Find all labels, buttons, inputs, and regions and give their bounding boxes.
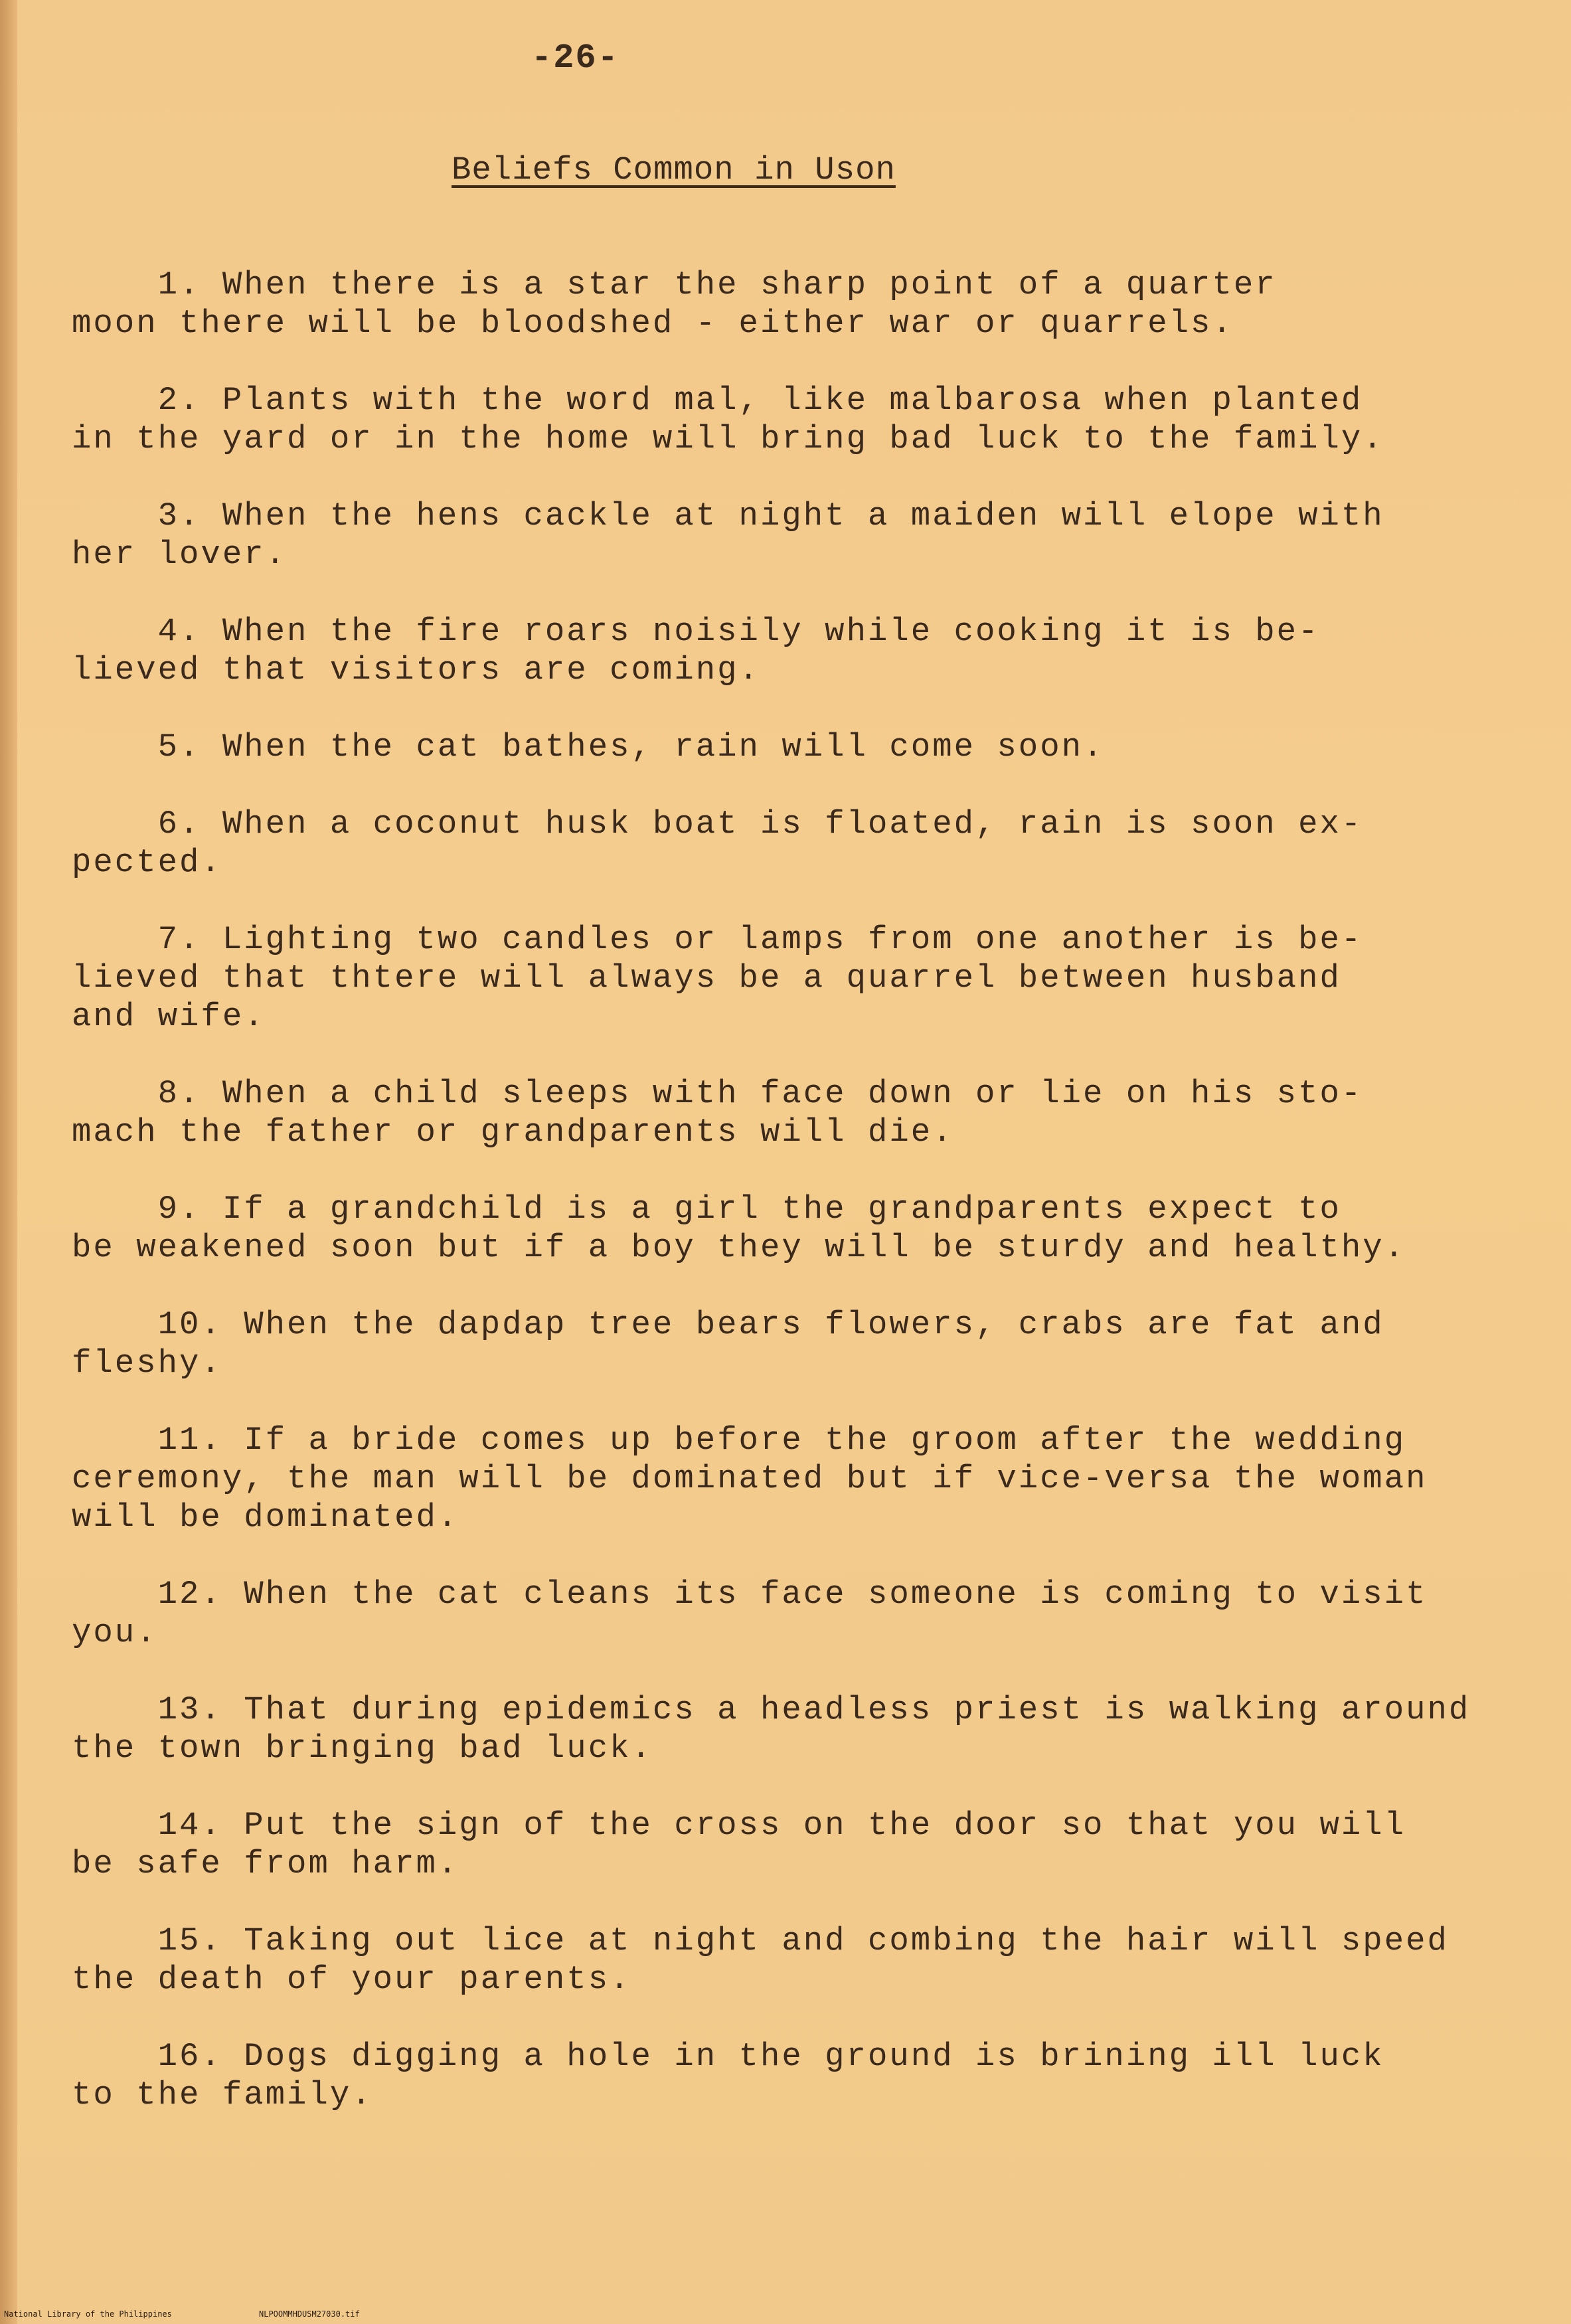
- list-item: 13. That during epidemics a headless priest is walking around the town bringing bad luck.: [72, 1691, 1471, 1767]
- list-item: 12. When the cat cleans its face someone is coming to visit you.: [72, 1576, 1428, 1651]
- list-item: 16. Dogs digging a hole in the ground is brining ill luck to the family.: [72, 2038, 1384, 2114]
- list-item: 6. When a coconut husk boat is floated, rain is soon ex- pected.: [72, 805, 1363, 881]
- beliefs-list: [72, 266, 1532, 2153]
- page-number: -26-: [531, 39, 620, 78]
- list-item: 3. When the hens cackle at night a maiden will elope with her lover.: [72, 497, 1384, 573]
- list-item: 4. When the fire roars noisily while cooking it is be- lieved that visitors are coming.: [72, 613, 1320, 689]
- list-item: 7. Lighting two candles or lamps from one another is be- lieved that thtere will always be a quarrel between husband and wife.: [72, 921, 1363, 1035]
- list-item: 10. When the dapdap tree bears flowers, crabs are fat and fleshy.: [72, 1306, 1384, 1382]
- list-item: 2. Plants with the word mal, like malbarosa when planted in the yard or in the home will bring bad luck to the family.: [72, 382, 1384, 457]
- list-item: 1. When there is a star the sharp point of a quarter moon there will be bloodshed - either war or quarrels.: [72, 266, 1277, 342]
- footer-filename: NLPOOMMHDUSM27030.tif: [259, 2309, 360, 2319]
- page-edge: [0, 0, 17, 2324]
- list-item: 15. Taking out lice at night and combing the hair will speed the death of your parents.: [72, 1922, 1449, 1998]
- document-title: Beliefs Common in Uson: [452, 151, 896, 189]
- footer-library: National Library of the Philippines: [4, 2309, 172, 2319]
- list-item: 9. If a grandchild is a girl the grandparents expect to be weakened soon but if a boy they will be sturdy and healthy.: [72, 1191, 1406, 1266]
- list-item: 14. Put the sign of the cross on the door so that you will be safe from harm.: [72, 1807, 1406, 1882]
- list-item: 5. When the cat bathes, rain will come soon.: [72, 728, 1105, 766]
- list-item: 8. When a child sleeps with face down or lie on his sto- mach the father or grandparents will die.: [72, 1075, 1363, 1151]
- list-item: 11. If a bride comes up before the groom after the wedding ceremony, the man will be dominated but if vice-versa the woman will be dominated.: [72, 1422, 1428, 1536]
